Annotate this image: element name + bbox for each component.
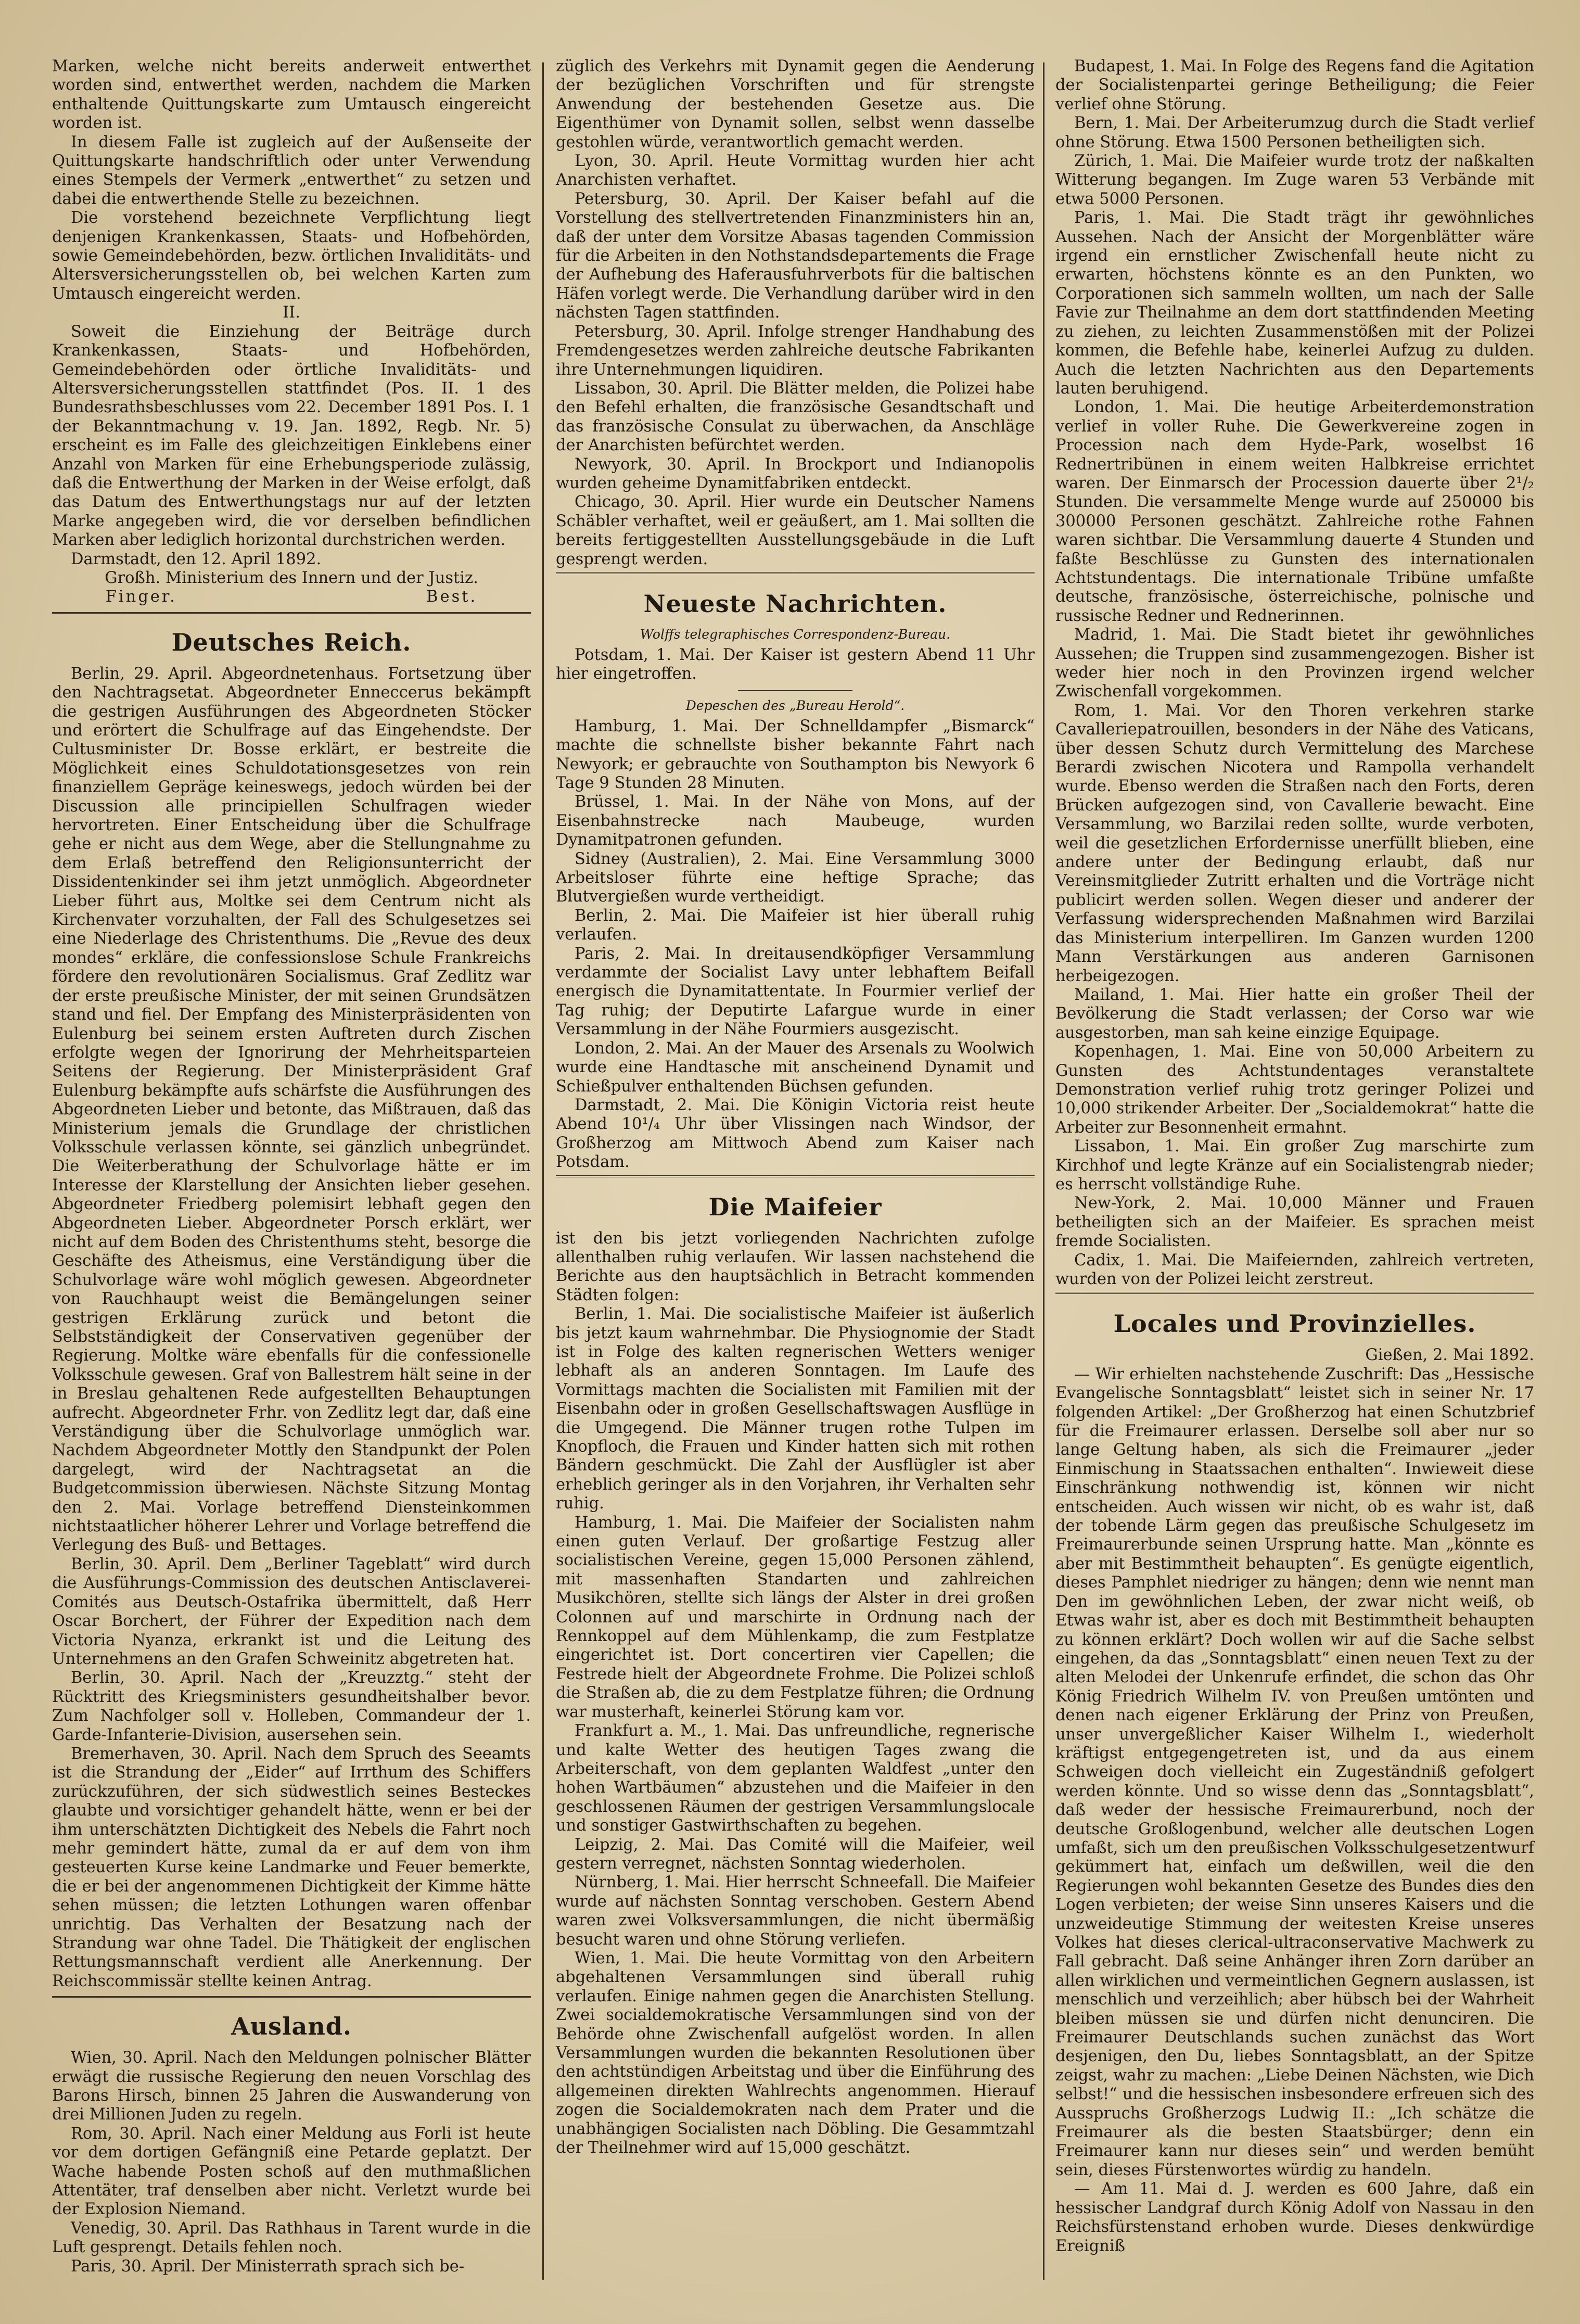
news-item: Chicago, 30. April. Hier wurde ein Deutscher Namens Schäbler verhaftet, weil er geäußert, am 1. Mai sollten die bereits fertiggestellten Ausstellungsgebäude in die Luft gesprengt werden. <box>556 493 1035 568</box>
news-item: — Wir erhielten nachstehende Zuschrift: Das „Hessische Evangelische Sonntagsblatt“ leistet sich in seiner Nr. 17 folgenden Artikel: „Der Großherzog hat einen Schutzbrief für die Freimaurer erlassen. Derselbe soll aber nur so lange Geltung haben, als sich die Freimaurer „jeder Einmischung in Staatssachen enthalten“. Inwieweit diese Einschränkung nothwendig ist, können wir nicht entscheiden. Auch wissen wir nicht, ob es wahr ist, daß der tobende Lärm gegen das preußische Schulgesetz im Freimaurerbunde seinen Ursprung hatte. Man „könnte es aber mit Bestimmtheit behaupten“. Es genügte eigentlich, dieses Pamphlet niedriger zu hängen; denn wie nennt man Den im gewöhnlichen Leben, der zwar nicht weiß, ob Etwas wahr ist, aber es doch mit Bestimmtheit behaupten zu können erklärt? Doch wollen wir auf die Sache selbst eingehen, da das „Sonntagsblatt“ einen neuen Text zu der alten Melodei der Unkenrufe erfindet, die schon das Ohr König Friedrich Wilhelm IV. von Preußen umtönten und denen nach eigener Erklärung der Prinz von Preußen, unser unvergeßlicher Kaiser Wilhelm I., wiederholt kräftigst entgegengetreten ist, und da aus einem Schweigen doch vielleicht ein Zugeständniß gefolgert werden könnte. Und so wisse denn das „Sonntagsblatt“, daß weder der hessische Freimaurerbund, noch der deutsche Großlogenbund, welcher alle deutschen Logen umfaßt, sich um den preußischen Volksschulgesetzentwurf gekümmert hat, einfach um deßwillen, weil die den Regierungen wohl bekannten Gesetze des Bundes dies den Logen verbieten; der weise Sinn unseres Kaisers und die unzweideutige Stimmung der weitesten Kreise unseres Volkes hat dieses clerical-ultraconservative Machwerk zu Fall gebracht. Daß seine Anhänger ihren Zorn darüber an allen wirklichen und vermeintlichen Gegnern auslassen, ist menschlich und verzeihlich; aber hübsch bei der Wahrheit bleiben müssen sie und dürfen nicht denunciren. Die Freimaurer Deutschlands suchen zunächst das Wort desjenigen, den Du, liebes Sonntagsblatt, an der Spitze zeigst, wahr zu machen: „Liebe Deinen Nächsten, wie Dich selbst!“ und die hessischen insbesondere erfreuen sich des Ausspruchs Großherzogs Ludwig II.: „Ich schätze die Freimaurer als die besten Staatsbürger; denn ein Freimaurer kann nur dieses sein“ und werden bemüht sein, dieses Fürstenwortes würdig zu handeln. <box>1055 1365 1534 2179</box>
news-item: Petersburg, 30. April. Infolge strenger Handhabung des Fremdengesetzes werden zahlreiche deutsche Fabrikanten ihre Unternehmungen liquidiren. <box>556 322 1035 379</box>
news-item: züglich des Verkehrs mit Dynamit gegen die Aenderung der bezüglichen Vorschriften und für strengste Anwendung der bestehenden Gesetze aus. Die Eigenthümer von Dynamit sollen, selbst wenn dasselbe gestohlen würde, verantwortlich gemacht werden. <box>556 57 1035 151</box>
news-item: Berlin, 29. April. Abgeordnetenhaus. Fortsetzung über den Nachtragsetat. Abgeordneter Enneccerus bekämpft die gestrigen Ausführungen des Abgeordneten Stöcker und erörtert die Schulfrage auf das Eingehendste. Der Cultusminister Dr. Bosse erklärt, er bestreite die Möglichkeit eines Schuldotationsgesetzes von rein finanziellem Gepräge keineswegs, jedoch würden bei der Discussion alle principiellen Schulfragen wieder hervortreten. Einer Entscheidung über die Schulfrage gehe er nicht aus dem Wege, aber die Stellungnahme zu dem Erlaß betreffend den Religionsunterricht der Dissidentenkinder sei ihm jetzt unmöglich. Abgeordneter Lieber führt aus, Moltke sei dem Centrum nicht als Kirchenvater vorzuhalten, der Fall des Schulgesetzes sei eine Niederlage des Christenthums. Die „Revue des deux mondes“ erkläre, die confessionslose Schule Frankreichs fördere den revolutionären Socialismus. Graf Zedlitz war der erste preußische Minister, der mit seinen Grundsätzen stand und fiel. Der Empfang des Ministerpräsidenten von Eulenburg bei seinem ersten Auftreten durch Zischen erfolgte wegen der Ignorirung der Mehrheitsparteien Seitens der Regierung. Der Ministerpräsident Graf Eulenburg bekämpfte aufs schärfste die Ausführungen des Abgeordneten Lieber und betonte, das Mißtrauen, daß das Ministerium jemals die Grundlage der christlichen Volksschule verlassen könnte, sei gänzlich unbegründet. Die Weiterberathung der Schulvorlage hätte er im Interesse der Klarstellung der Ansichten lieber gesehen. Abgeordneter Friedberg polemisirt lebhaft gegen den Abgeordneten Lieber. Abgeordneter Porsch erklärt, wer nicht auf dem Boden des Christenthums steht, besorge die Geschäfte des Atheismus, eine Verständigung über die Schulvorlage wäre wohl möglich gewesen. Abgeordneter von Rauchhaupt weist die Bemängelungen seiner gestrigen Erklärung zurück und betont die Selbstständigkeit der Conservativen gegenüber der Regierung. Moltke wäre ebenfalls für die confessionelle Volksschule gewesen. Graf von Ballestrem hält seine in der in Breslau gehaltenen Rede aufgestellten Behauptungen aufrecht. Abgeordneter Frhr. von Zedlitz legt dar, daß eine Verständigung über die Schulvorlage unmöglich war. Nachdem Abgeordneter Mottly den Standpunkt der Polen dargelegt, wird der Nachtragsetat an die Budgetcommission überwiesen. Nächste Sitzung Montag den 2. Mai. Vorlage betreffend Diensteinkommen nichtstaatlicher höherer Lehrer und Vorlage betreffend die Verlegung des Buß- und Bettages. <box>52 664 531 1555</box>
section-heading-neueste-nachrichten: Neueste Nachrichten. <box>643 589 947 618</box>
news-item: Bern, 1. Mai. Der Arbeiterumzug durch die Stadt verlief ohne Störung. Etwa 1500 Personen betheiligten sich. <box>1055 114 1534 151</box>
short-rule <box>738 690 852 691</box>
news-item: Nürnberg, 1. Mai. Hier herrscht Schneefall. Die Maifeier wurde auf nächsten Sonntag verschoben. Gestern Abend waren zwei Volksversammlungen, die nicht übermäßig besucht waren und ohne Störung verliefen. <box>556 1873 1035 1949</box>
section-rule <box>52 612 531 614</box>
paragraph: Soweit die Einziehung der Beiträge durch Krankenkassen, Staats- und Hofbehörden, Gemeindebehörden oder örtliche Invaliditäts- und Altersversicherungsstellen stattfindet (Pos. II. 1 des Bundesrathsbeschlusses vom 22. December 1891 Pos. I. 1 der Bekanntmachung v. 19. Jan. 1892, Regb. Nr. 5) erscheint es im Falle des gleichzeitigen Einklebens einer Anzahl von Marken für eine Erhebungsperiode zulässig, daß die Entwerthung der Marken in der Weise erfolgt, daß das Datum des Entwerthungstags nur auf der letzten Marke angegeben wird, die vor derselben befindlichen Marken aber lediglich horizontal durchstrichen werden. <box>52 322 531 550</box>
news-item: Rom, 1. Mai. Vor den Thoren verkehren starke Cavalleriepatrouillen, besonders in der Nähe des Vaticans, über dessen Schutz durch Vermittelung des Marchese Berardi zwischen Nicotera und Rampolla verhandelt wurde. Ebenso werden die Straßen nach den Forts, deren Brücken aufgezogen sind, von Cavallerie bewacht. Eine Versammlung, wo Barzilai reden sollte, wurde verboten, weil die gesetzlichen Erfordernisse unerfüllt blieben, eine andere unter der Bedingung erlaubt, daß nur Vereinsmitglieder Zutritt erhalten und die Vorträge nicht publicirt werden sollen. Wegen dieser und anderer der Verfassung widersprechenden Maßnahmen wird Barzilai das Ministerium interpelliren. Im Ganzen wurden 1200 Mann Verstärkungen aus anderen Garnisonen herbeigezogen. <box>1055 701 1534 985</box>
news-item: Bremerhaven, 30. April. Nach dem Spruch des Seeamts ist die Strandung der „Eider“ auf Irrthum des Schiffers zurückzuführen, der sich südwestlich seines Besteckes glaubte und vorsichtiger gehandelt hätte, wenn er bei der ihm unterschätzten Dichtigkeit des Nebels die Fahrt noch mehr gemindert hätte, zumal da er auf dem von ihm gesteuerten Kurse keine Landmarke und Feuer bemerkte, die er bei der angenommenen Dichtigkeit der Kimme hätte sehen müssen; die letzten Lothungen waren offenbar unrichtig. Das Verhalten der Besatzung nach der Strandung war ohne Tadel. Die Thätigkeit der englischen Rettungsmannschaft verdient alle Anerkennung. Der Reichscommissär stellte keinen Antrag. <box>52 1744 531 1990</box>
news-item: Paris, 2. Mai. In dreitausendköpfiger Versammlung verdammte der Socialist Lavy unter lebhaftem Beifall energisch die Dynamitattentate. In Fourmier verlief der Tag ruhig; der Deputirte Lafargue wurde in einer Versammlung in der Nähe Fourmiers ausgezischt. <box>556 944 1035 1039</box>
news-item: Wien, 1. Mai. Die heute Vormittag von den Arbeitern abgehaltenen Versammlungen sind überall ruhig verlaufen. Einige nahmen gegen die Anarchisten Stellung. Zwei socialdemokratische Versammlungen sind von der Behörde ohne Zwischenfall aufgelöst worden. In allen Versammlungen wurden die bekannten Resolutionen über den achtstündigen Arbeitstag und über die Einführung des allgemeinen direkten Wahlrechts angenommen. Hierauf zogen die Socialdemokraten nach dem Prater und die unabhängigen Socialisten nach Döbling. Die Gesammtzahl der Theilnehmer wird auf 15,000 geschätzt. <box>556 1949 1035 2157</box>
section-number: II. <box>283 303 300 322</box>
news-item: Budapest, 1. Mai. In Folge des Regens fand die Agitation der Socialistenpartei geringe Betheiligung; die Feier verlief ohne Störung. <box>1055 57 1534 113</box>
section-heading-deutsches-reich: Deutsches Reich. <box>171 628 412 656</box>
news-item: Wien, 30. April. Nach den Meldungen polnischer Blätter erwägt die russische Regierung den neuen Vorschlag des Barons Hirsch, binnen 25 Jahren die Auswanderung von drei Millionen Juden zu regeln. <box>52 2049 531 2124</box>
news-item: Hamburg, 1. Mai. Die Maifeier der Socialisten nahm einen guten Verlauf. Der großartige Festzug aller socialistischen Vereine, gegen 15,000 Personen zählend, mit massenhaften Standarten und zahlreichen Musikchören, stellte sich längs der Alster in drei großen Colonnen auf und marschirte in Ordnung nach der Rennkoppel auf dem Mühlenkamp, die zum Festplatze eingerichtet ist. Dort concertiren vier Capellen; die Festrede hielt der Abgeordnete Frohme. Die Polizei schloß die Straßen ab, die zu dem Festplatze führen; die Ordnung war musterhaft, keinerlei Störung kam vor. <box>556 1513 1035 1721</box>
news-item: Newyork, 30. April. In Brockport und Indianopolis wurden geheime Dynamitfabriken entdeckt. <box>556 455 1035 492</box>
news-item: Zürich, 1. Mai. Die Maifeier wurde trotz der naßkalten Witterung begangen. Im Zuge waren 53 Verbände mit etwa 5000 Personen. <box>1055 152 1534 208</box>
news-item: Hamburg, 1. Mai. Der Schnelldampfer „Bismarck“ machte die schnellste bisher bekannte Fahrt nach Newyork; er gebrauchte von Southampton bis Newyork 6 Tage 9 Stunden 28 Minuten. <box>556 717 1035 792</box>
news-item: Kopenhagen, 1. Mai. Eine von 50,000 Arbeitern zu Gunsten des Achtstundentages veranstaltete Demonstration verlief ruhig trotz geringer Polizei und 10,000 strikender Arbeiter. Der „Socialdemokrat“ hatte die Arbeiter zur Besonnenheit ermahnt. <box>1055 1043 1534 1137</box>
news-item: Potsdam, 1. Mai. Der Kaiser ist gestern Abend 11 Uhr hier eingetroffen. <box>556 645 1035 683</box>
section-rule <box>52 1996 531 1998</box>
section-rule <box>556 572 1035 575</box>
news-item: London, 1. Mai. Die heutige Arbeiterdemonstration verlief in voller Ruhe. Die Gewerkvereine zogen in Procession nach dem Hyde-Park, woselbst 16 Rednertribünen in einem weiten Halbkreise errichtet waren. Der Einmarsch der Procession dauerte über 2¹/₂ Stunden. Die versammelte Menge wurde auf 250000 bis 300000 Personen geschätzt. Zahlreiche rothe Fahnen waren sichtbar. Die Versammlung dauerte 4 Stunden und faßte Beschlüsse zu Gunsten des internationalen Achtstundentags. Die internationale Tribüne umfaßte deutsche, französische, österreichische, polnische und russische Redner und Rednerinnen. <box>1055 398 1534 625</box>
news-item: Petersburg, 30. April. Der Kaiser befahl auf die Vorstellung des stellvertretenden Finanzministers hin an, daß der unter dem Vorsitze Abasas tagenden Commission für die Arbeiten in den Nothstandsdepartements die Frage der Aufhebung des Haferausfuhrverbots für die baltischen Häfen vorlegt werde. Die Verhandlung darüber wird in den nächsten Tagen stattfinden. <box>556 189 1035 322</box>
news-item: London, 2. Mai. An der Mauer des Arsenals zu Woolwich wurde eine Handtasche mit anscheinend Dynamit und Schießpulver enthaltenden Büchsen gefunden. <box>556 1039 1035 1096</box>
section-rule <box>556 1175 1035 1178</box>
column-divider-left <box>542 62 544 2280</box>
news-item: — Am 11. Mai d. J. werden es 600 Jahre, daß ein hessischer Landgraf durch König Adolf von Nassau in den Reichsfürstenstand erhoben wurde. Dieses denkwürdige Ereigniß <box>1055 2180 1534 2255</box>
news-item: Berlin, 30. April. Nach der „Kreuzztg.“ steht der Rücktritt des Kriegsministers gesundheitshalber bevor. Zum Nachfolger soll v. Holleben, Commandeur der 1. Garde-Infanterie-Division, ausersehen sein. <box>52 1669 531 1744</box>
ministry-line: Großh. Ministerium des Innern und der Justiz. <box>105 568 478 587</box>
news-item: Berlin, 2. Mai. Die Maifeier ist hier überall ruhig verlaufen. <box>556 906 1035 944</box>
news-item: Brüssel, 1. Mai. In der Nähe von Mons, auf der Eisenbahnstrecke nach Maubeuge, wurden Dynamitpatronen gefunden. <box>556 793 1035 849</box>
section-rule <box>1055 1292 1534 1295</box>
news-item: Lissabon, 1. Mai. Ein großer Zug marschirte zum Kirchhof und legte Kränze auf ein Socialistengrab nieder; es herrscht vollständige Ruhe. <box>1055 1137 1534 1193</box>
news-item: Lyon, 30. April. Heute Vormittag wurden hier acht Anarchisten verhaftet. <box>556 152 1035 189</box>
news-item: Lissabon, 30. April. Die Blätter melden, die Polizei habe den Befehl erhalten, die französische Gesandtschaft und das französische Consulat zu überwachen, da Anschläge der Anarchisten befürchtet werden. <box>556 379 1035 455</box>
dateline: Gießen, 2. Mai 1892. <box>1365 1346 1534 1365</box>
news-item: Mailand, 1. Mai. Hier hatte ein großer Theil der Bevölkerung die Stadt verlassen; der Corso war wie ausgestorben, man sah keine einzige Equipage. <box>1055 985 1534 1042</box>
news-item: Sidney (Australien), 2. Mai. Eine Versammlung 3000 Arbeitsloser führte eine heftige Sprache; das Blutvergießen wurde vertheidigt. <box>556 849 1035 906</box>
news-item: Venedig, 30. April. Das Rathhaus in Tarent wurde in die Luft gesprengt. Details fehlen noch. <box>52 2219 531 2257</box>
section-heading-ausland: Ausland. <box>231 2012 352 2041</box>
column-right <box>1055 57 1534 2256</box>
news-item: Rom, 30. April. Nach einer Meldung aus Forli ist heute vor dem dortigen Gefängniß eine Petarde geplatzt. Der Wache habende Posten schoß auf den muthmaßlichen Attentäter, traf denselben aber nicht. Verletzt wurde bei der Explosion Niemand. <box>52 2124 531 2219</box>
dateline: Darmstadt, den 12. April 1892. <box>71 550 322 568</box>
news-item: Madrid, 1. Mai. Die Stadt bietet ihr gewöhnliches Aussehen; die Truppen sind zusammengezogen. Bisher ist weder hier noch in den Provinzen irgend welcher Zwischenfall vorgekommen. <box>1055 626 1534 701</box>
news-item: Cadix, 1. Mai. Die Maifeiernden, zahlreich vertreten, wurden von der Polizei leicht zerstreut. <box>1055 1251 1534 1288</box>
news-item: Darmstadt, 2. Mai. Die Königin Victoria reist heute Abend 10¹/₄ Uhr über Vlissingen nach Windsor, der Großherzog am Mittwoch Abend zum Kaiser nach Potsdam. <box>556 1096 1035 1172</box>
column-divider-right <box>1043 62 1044 2280</box>
news-item: Leipzig, 2. Mai. Das Comité will die Maifeier, weil gestern verregnet, nächsten Sonntag wiederholen. <box>556 1835 1035 1873</box>
section-heading-locales-und-provinzielles: Locales und Provinzielles. <box>1113 1310 1476 1338</box>
paragraph: Marken, welche nicht bereits anderweit entwerthet worden sind, entwerthet werden, nachdem die Marken enthaltende Quittungskarte zum Umtausch eingereicht worden ist. <box>52 57 531 133</box>
news-item: ist den bis jetzt vorliegenden Nachrichten zufolge allenthalben ruhig verlaufen. Wir lassen nachstehend die Berichte aus den hauptsächlich in Betracht kommenden Städten folgen: <box>556 1229 1035 1304</box>
column-middle <box>556 57 1035 2157</box>
column-left <box>52 57 531 2276</box>
news-item: New-York, 2. Mai. 10,000 Männer und Frauen betheiligten sich an der Maifeier. Es sprachen meist fremde Socialisten. <box>1055 1194 1534 1251</box>
paragraph: Die vorstehend bezeichnete Verpflichtung liegt denjenigen Krankenkassen, Staats- und Hofbehörden, sowie Gemeindebehörden, bezw. örtlichen Invaliditäts- und Altersversicherungsstellen ob, bei welchen Karten zum Umtausch eingereicht werden. <box>52 209 531 303</box>
agency-subhead: Wolffs telegraphisches Correspondenz-Bureau. <box>640 626 951 642</box>
agency-subhead: Depeschen des „Bureau Herold“. <box>685 697 905 713</box>
signatures: Finger. Best. <box>105 588 478 606</box>
news-item: Paris, 1. Mai. Die Stadt trägt ihr gewöhnliches Aussehen. Nach der Ansicht der Morgenblätter wäre irgend ein ernstlicher Zwischenfall heute nicht zu erwarten, höchstens könnte es an den Punkten, wo Corporationen sich sammeln wollten, um nach der Salle Favie zur Theilnahme an dem dort stattfindenden Meeting zu ziehen, zu leichten Zusammenstößen mit der Polizei kommen, die Befehle habe, keinerlei Aufzug zu dulden. Auch die letzten Nachrichten aus den Departements lauten beruhigend. <box>1055 209 1534 398</box>
section-heading-die-maifeier: Die Maifeier <box>708 1192 882 1221</box>
news-item: Frankfurt a. M., 1. Mai. Das unfreundliche, regnerische und kalte Wetter des heutigen Tages zwang die Arbeiterschaft, von dem geplanten Waldfest „unter den hohen Wartbäumen“ abzustehen und die Maifeier in den geschlossenen Räumen der gestrigen Versammlungslocale und sonstiger Gastwirthschaften zu begehen. <box>556 1722 1035 1835</box>
news-item: Berlin, 30. April. Dem „Berliner Tageblatt“ wird durch die Ausführungs-Commission des deutschen Antisclaverei-Comités aus Deutsch-Ostafrika übermittelt, daß Herr Oscar Borchert, der Führer der Expedition nach dem Victoria Nyanza, erkrankt ist und die Leitung des Unternehmens an den Grafen Schweinitz abgetreten hat. <box>52 1555 531 1668</box>
news-item: Paris, 30. April. Der Ministerrath sprach sich be- <box>71 2257 465 2276</box>
paragraph: In diesem Falle ist zugleich auf der Außenseite der Quittungskarte handschriftlich oder unter Verwendung eines Stempels der Vermerk „entwerthet“ zu setzen und dabei die entwerthende Stelle zu bezeichnen. <box>52 133 531 208</box>
news-item: Berlin, 1. Mai. Die socialistische Maifeier ist äußerlich bis jetzt kaum wahrnehmbar. Die Physiognomie der Stadt ist in Folge des kalten regnerischen Wetters weniger lebhaft als an anderen Sonntagen. Im Laufe des Vormittags machten die Socialisten mit Familien mit der Eisenbahn oder in großen Gesellschaftswagen Ausflüge in die Umgegend. Die Männer trugen rothe Tulpen im Knopfloch, die Frauen und Kinder hatten sich mit rothen Bändern geschmückt. Die Zahl der Ausflügler ist aber erheblich geringer als in den Vorjahren, ihr Verhalten sehr ruhig. <box>556 1305 1035 1513</box>
